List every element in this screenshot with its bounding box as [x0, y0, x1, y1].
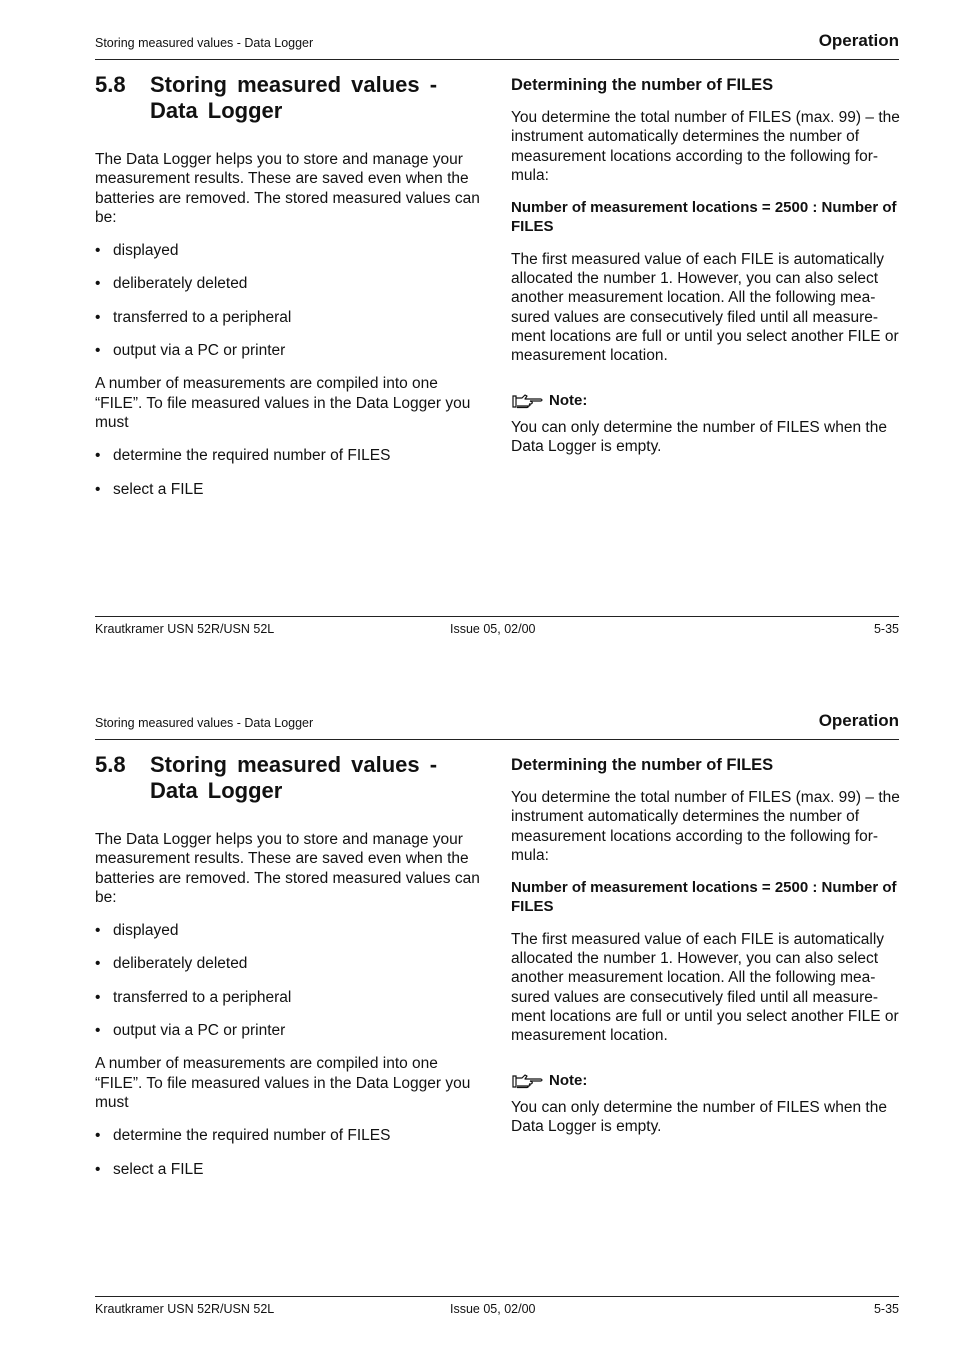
- header-rule: [95, 739, 899, 740]
- allocation-paragraph: The first measured value of each FILE is automatically allocated the number 1. However, you can also select another measurement location. All the following mea-sured values are consecutively filed until all measure-ment locations are full or until you select another FILE or measurement location.: [511, 250, 899, 365]
- list-item: • determine the required number of FILES: [95, 447, 391, 465]
- files-paragraph: You determine the total number of FILES (max. 99) – the instrument automatically determines the number of measurement locations according to the following for-mula:: [511, 789, 900, 864]
- list-item: • select a FILE: [95, 1160, 204, 1178]
- intro-paragraph: The Data Logger helps you to store and manage your measurement results. These are saved even when the batteries are removed. The stored measured values can be:: [95, 831, 480, 906]
- list-item: • transferred to a peripheral: [95, 988, 292, 1006]
- subsection-heading: Determining the number of FILES: [511, 76, 774, 94]
- manual-page: [0, 680, 954, 1360]
- footer-product: Krautkramer USN 52R/USN 52L: [95, 622, 275, 636]
- page-number: 5-35: [873, 622, 899, 636]
- left-column: [95, 752, 487, 1179]
- footer-rule: [95, 616, 899, 617]
- note-heading: [511, 392, 901, 410]
- section-title: Storing measured values - Data Logger: [150, 752, 438, 803]
- footer-issue: Issue 05, 02/00: [450, 622, 536, 636]
- list-item: • determine the required number of FILES: [95, 1127, 391, 1145]
- note-text: You can only determine the number of FILES when the Data Logger is empty.: [511, 1098, 887, 1135]
- note-heading: [511, 1072, 901, 1090]
- list-item: • transferred to a peripheral: [95, 308, 292, 326]
- formula: Number of measurement locations = 2500 : Number of FILES: [511, 879, 897, 916]
- value-actions-list: [95, 921, 487, 1040]
- list-item: • displayed: [95, 242, 179, 260]
- file-steps-list: [95, 1126, 487, 1179]
- file-steps-list: [95, 446, 487, 499]
- section-number: 5.8: [95, 72, 126, 97]
- subsection-heading: Determining the number of FILES: [511, 756, 774, 774]
- footer-product: Krautkramer USN 52R/USN 52L: [95, 1302, 275, 1316]
- files-paragraph: You determine the total number of FILES (max. 99) – the instrument automatically determines the number of measurement locations according to the following for-mula:: [511, 109, 900, 184]
- list-item: • select a FILE: [95, 480, 204, 498]
- section-heading: [95, 72, 487, 124]
- right-column: [511, 74, 901, 456]
- list-item: • output via a PC or printer: [95, 342, 286, 360]
- note-label: Note:: [549, 392, 588, 410]
- chapter-label: Operation: [818, 31, 899, 50]
- pointing-hand-icon: [511, 392, 545, 410]
- list-item: • output via a PC or printer: [95, 1022, 286, 1040]
- section-number: 5.8: [95, 752, 126, 777]
- footer-rule: [95, 1296, 899, 1297]
- note-label: Note:: [549, 1072, 588, 1090]
- right-column: [511, 754, 901, 1136]
- value-actions-list: [95, 241, 487, 360]
- formula: Number of measurement locations = 2500 : Number of FILES: [511, 199, 897, 236]
- file-paragraph: A number of measurements are compiled into one “FILE”. To file measured values in the Data Logger you must: [95, 375, 471, 431]
- file-paragraph: A number of measurements are compiled into one “FILE”. To file measured values in the Data Logger you must: [95, 1055, 471, 1111]
- running-header: Storing measured values - Data Logger: [95, 716, 314, 730]
- list-item: • deliberately deleted: [95, 955, 248, 973]
- page-number: 5-35: [873, 1302, 899, 1316]
- left-column: [95, 72, 487, 499]
- chapter-label: Operation: [818, 711, 899, 730]
- running-header: Storing measured values - Data Logger: [95, 36, 314, 50]
- footer-issue: Issue 05, 02/00: [450, 1302, 536, 1316]
- pointing-hand-icon: [511, 1072, 545, 1090]
- intro-paragraph: The Data Logger helps you to store and manage your measurement results. These are saved even when the batteries are removed. The stored measured values can be:: [95, 151, 480, 226]
- note-text: You can only determine the number of FILES when the Data Logger is empty.: [511, 418, 887, 455]
- header-rule: [95, 59, 899, 60]
- list-item: • displayed: [95, 922, 179, 940]
- allocation-paragraph: The first measured value of each FILE is automatically allocated the number 1. However, you can also select another measurement location. All the following mea-sured values are consecutively filed until all measure-ment locations are full or until you select another FILE or measurement location.: [511, 930, 899, 1045]
- list-item: • deliberately deleted: [95, 275, 248, 293]
- section-heading: [95, 752, 487, 804]
- section-title: Storing measured values - Data Logger: [150, 72, 438, 123]
